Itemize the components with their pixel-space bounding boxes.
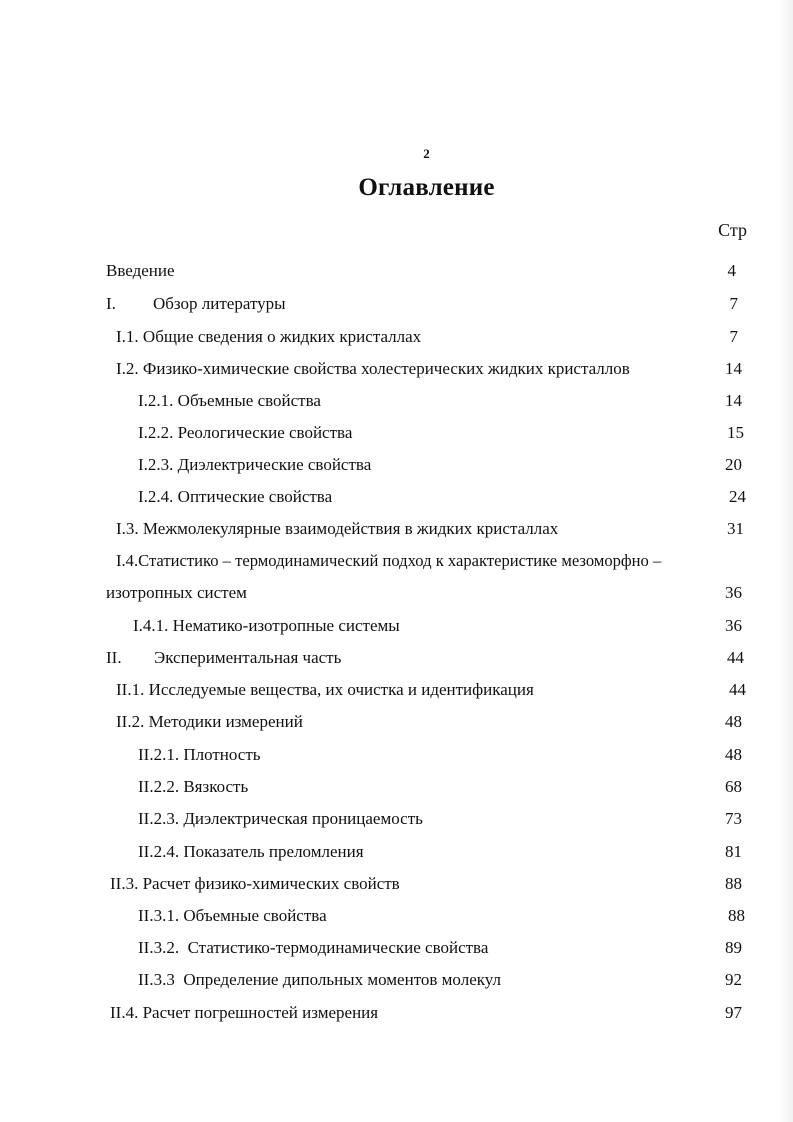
toc-entry-text: изотропных систем (106, 583, 247, 602)
toc-entry-2-3[interactable] (110, 869, 742, 899)
toc-entry-text: I.2.4. Оптические свойства (138, 487, 333, 506)
toc-entry-text: II.3.1. Объемные свойства (138, 906, 327, 925)
toc-entry-page: 7 (729, 327, 738, 346)
toc-entry-number: II. (106, 648, 122, 667)
toc-entry-chapter-2[interactable] (106, 643, 744, 673)
toc-entry-page: 68 (725, 777, 742, 796)
toc-entry-text: I.2.1. Объемные свойства (138, 391, 321, 410)
toc-entry-page: 36 (725, 616, 742, 635)
toc-entry-2-3-1[interactable] (138, 901, 745, 931)
toc-entry-2-2-3[interactable] (138, 804, 742, 834)
toc-entry-page: 20 (725, 455, 742, 474)
toc-entry-2-1[interactable] (116, 675, 746, 705)
toc-entry-text: I.4.Статистико – термодинамический подход к характеристике мезоморфно – (116, 551, 662, 570)
toc-entry-page: 97 (725, 1003, 742, 1022)
toc-entry-page: 31 (727, 519, 744, 538)
toc-entry-introduction[interactable] (106, 256, 746, 286)
toc-entry-page: 24 (729, 487, 746, 506)
toc-entry-text: Введение (106, 261, 175, 280)
toc-entry-1-4-continuation[interactable] (106, 578, 742, 608)
toc-entry-text: I.2.3. Диэлектрические свойства (138, 455, 372, 474)
toc-entry-number: I. (106, 294, 116, 313)
toc-entry-1-3[interactable] (116, 514, 744, 544)
toc-entry-page: 89 (725, 938, 742, 957)
toc-entry-text: II.1. Исследуемые вещества, их очистка и идентификация (116, 680, 534, 699)
toc-entry-text: I.1. Общие сведения о жидких кристаллах (116, 327, 422, 346)
toc-entry-page: 14 (725, 391, 742, 410)
toc-entry-text: II.2.4. Показатель преломления (138, 842, 364, 861)
toc-entry-page: 44 (727, 648, 744, 667)
scan-edge-shadow (779, 0, 793, 1122)
toc-entry-text: I.2. Физико-химические свойства холестерических жидких кристаллов (116, 359, 630, 378)
toc-entry-page: 48 (725, 712, 742, 731)
toc-entry-page: 81 (725, 842, 742, 861)
toc-entry-text: II.2.3. Диэлектрическая проницаемость (138, 809, 423, 828)
toc-entry-1-4[interactable] (116, 546, 750, 576)
toc-entry-page: 73 (725, 809, 742, 828)
toc-entry-2-2-4[interactable] (138, 837, 742, 867)
toc-entry-text: II.4. Расчет погрешностей измерения (110, 1003, 379, 1022)
toc-entry-page: 36 (725, 583, 742, 602)
toc-entry-1-2-2[interactable] (138, 418, 744, 448)
toc-entry-1-2-3[interactable] (138, 450, 742, 480)
page-column-header: Стр (718, 220, 747, 240)
toc-entry-2-2[interactable] (116, 707, 742, 737)
toc-entry-page: 4 (727, 261, 736, 280)
toc-entry-2-2-1[interactable] (138, 740, 742, 770)
toc-entry-1-4-1[interactable] (133, 611, 742, 641)
toc-entry-2-3-3[interactable] (138, 965, 742, 995)
toc-entry-chapter-1[interactable] (106, 289, 738, 319)
toc-entry-1-2[interactable] (116, 354, 742, 384)
toc-entry-1-2-1[interactable] (138, 386, 742, 416)
toc-entry-page: 92 (725, 970, 742, 989)
toc-entry-text: II.3. Расчет физико-химических свойств (110, 874, 400, 893)
toc-entry-2-2-2[interactable] (138, 772, 742, 802)
toc-entry-2-3-2[interactable] (138, 933, 742, 963)
toc-entry-text: II.3.2. Статистико-термодинамические свойства (138, 938, 489, 957)
page-number: 2 (423, 146, 430, 161)
toc-entry-text: Экспериментальная часть (154, 648, 342, 667)
toc-entry-page: 88 (728, 906, 745, 925)
toc-entry-text: II.3.3 Определение дипольных моментов молекул (138, 970, 501, 989)
toc-entry-text: II.2.1. Плотность (138, 745, 261, 764)
toc-entry-1-1[interactable] (116, 322, 738, 352)
toc-entry-2-4[interactable] (110, 998, 742, 1028)
toc-entry-text: I.2.2. Реологические свойства (138, 423, 353, 442)
toc-entry-page: 15 (727, 423, 744, 442)
toc-entry-text: I.4.1. Нематико-изотропные системы (133, 616, 400, 635)
page-title: Оглавление (358, 174, 495, 201)
toc-entry-page: 7 (729, 294, 738, 313)
toc-entry-1-2-4[interactable] (138, 482, 746, 512)
toc-entry-text: II.2. Методики измерений (116, 712, 303, 731)
toc-entry-page: 44 (729, 680, 746, 699)
toc-entry-text: Обзор литературы (153, 294, 286, 313)
toc-entry-page: 88 (725, 874, 742, 893)
toc-entry-text: II.2.2. Вязкость (138, 777, 249, 796)
toc-entry-page: 48 (725, 745, 742, 764)
toc-entry-text: I.3. Межмолекулярные взаимодействия в жидких кристаллах (116, 519, 559, 538)
toc-entry-page: 14 (725, 359, 742, 378)
